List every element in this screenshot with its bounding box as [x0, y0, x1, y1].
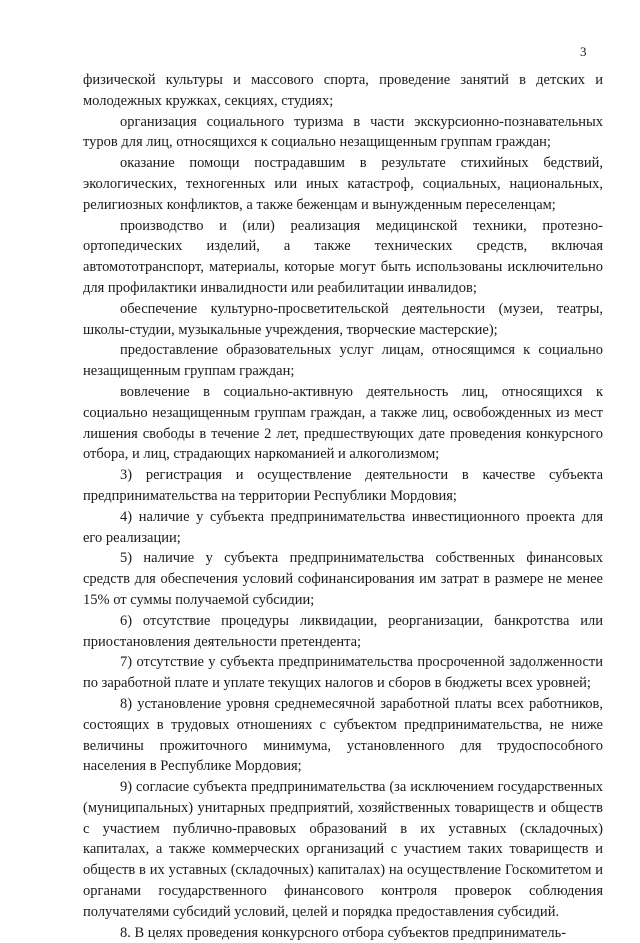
- paragraph: обеспечение культурно-просветительской деятельности (музеи, театры, школы-студии, музыкальные учреждения, творческие мастерские);: [83, 300, 603, 338]
- paragraph: 8) установление уровня среднемесячной заработной платы всех работников, состоящих в трудовых отношениях с субъектом предпринимательства, не ниже величины прожиточного минимума, установленного для трудоспособного населения в Республике Мордовия;: [83, 695, 603, 775]
- paragraph: 6) отсутствие процедуры ликвидации, реорганизации, банкротства или приостановления деятельности претендента;: [83, 612, 603, 650]
- paragraph: 8. В целях проведения конкурсного отбора субъектов предприниматель-: [120, 924, 567, 941]
- paragraph: физической культуры и массового спорта, проведение занятий в детских и молодежных кружках, секциях, студиях;: [83, 72, 603, 109]
- paragraph: 5) наличие у субъекта предпринимательства собственных финансовых средств для обеспечения условий софинансирования им затрат в размере не менее 15% от суммы получаемой субсидии;: [83, 550, 603, 608]
- document-body: [83, 70, 603, 943]
- paragraph: 9) согласие субъекта предпринимательства (за исключением государственных (муниципальных) унитарных предприятий, хозяйственных товариществ и обществ с участием публично-правовых образований в их уставных (складочных) капиталах, а также коммерческих организаций с участием таких товариществ и обществ в их уставных (складочных) капиталах) на осуществление Госкомитетом и органами государственного финансового контроля проверок соблюдения получателями субсидий условий, целей и порядка предоставления субсидий.: [83, 779, 603, 920]
- paragraph: оказание помощи пострадавшим в результате стихийных бедствий, экологических, техногенных или иных катастроф, социальных, национальных, религиозных конфликтов, а также беженцам и вынужденным переселенцам;: [83, 155, 603, 213]
- paragraph: вовлечение в социально-активную деятельность лиц, относящихся к социально незащищенным группам граждан, а также лиц, освобожденных из мест лишения свободы в течение 2 лет, предшествующих дате проведения конкурсного отбора, и лиц, страдающих наркоманией и алкоголизмом;: [83, 383, 603, 463]
- page-number: 3: [580, 44, 587, 59]
- paragraph: организация социального туризма в части экскурсионно-познавательных туров для лиц, относящихся к социально незащищенным группам граждан;: [83, 113, 603, 151]
- paragraph: 3) регистрация и осуществление деятельности в качестве субъекта предпринимательства на территории Республики Мордовия;: [83, 467, 603, 504]
- paragraph: 4) наличие у субъекта предпринимательства инвестиционного проекта для его реализации;: [83, 508, 603, 546]
- paragraph: 7) отсутствие у субъекта предпринимательства просроченной задолженности по заработной плате и уплате текущих налогов и сборов в бюджеты всех уровней;: [83, 654, 603, 692]
- paragraph: производство и (или) реализация медицинской техники, протезно-ортопедических изделий, а также технических средств, включая автомототранспорт, материалы, которые могут быть использованы исключительно для профилактики инвалидности или реабилитации инвалидов;: [83, 217, 603, 296]
- paragraph: предоставление образовательных услуг лицам, относящимся к социально незащищенным группам граждан;: [83, 342, 603, 380]
